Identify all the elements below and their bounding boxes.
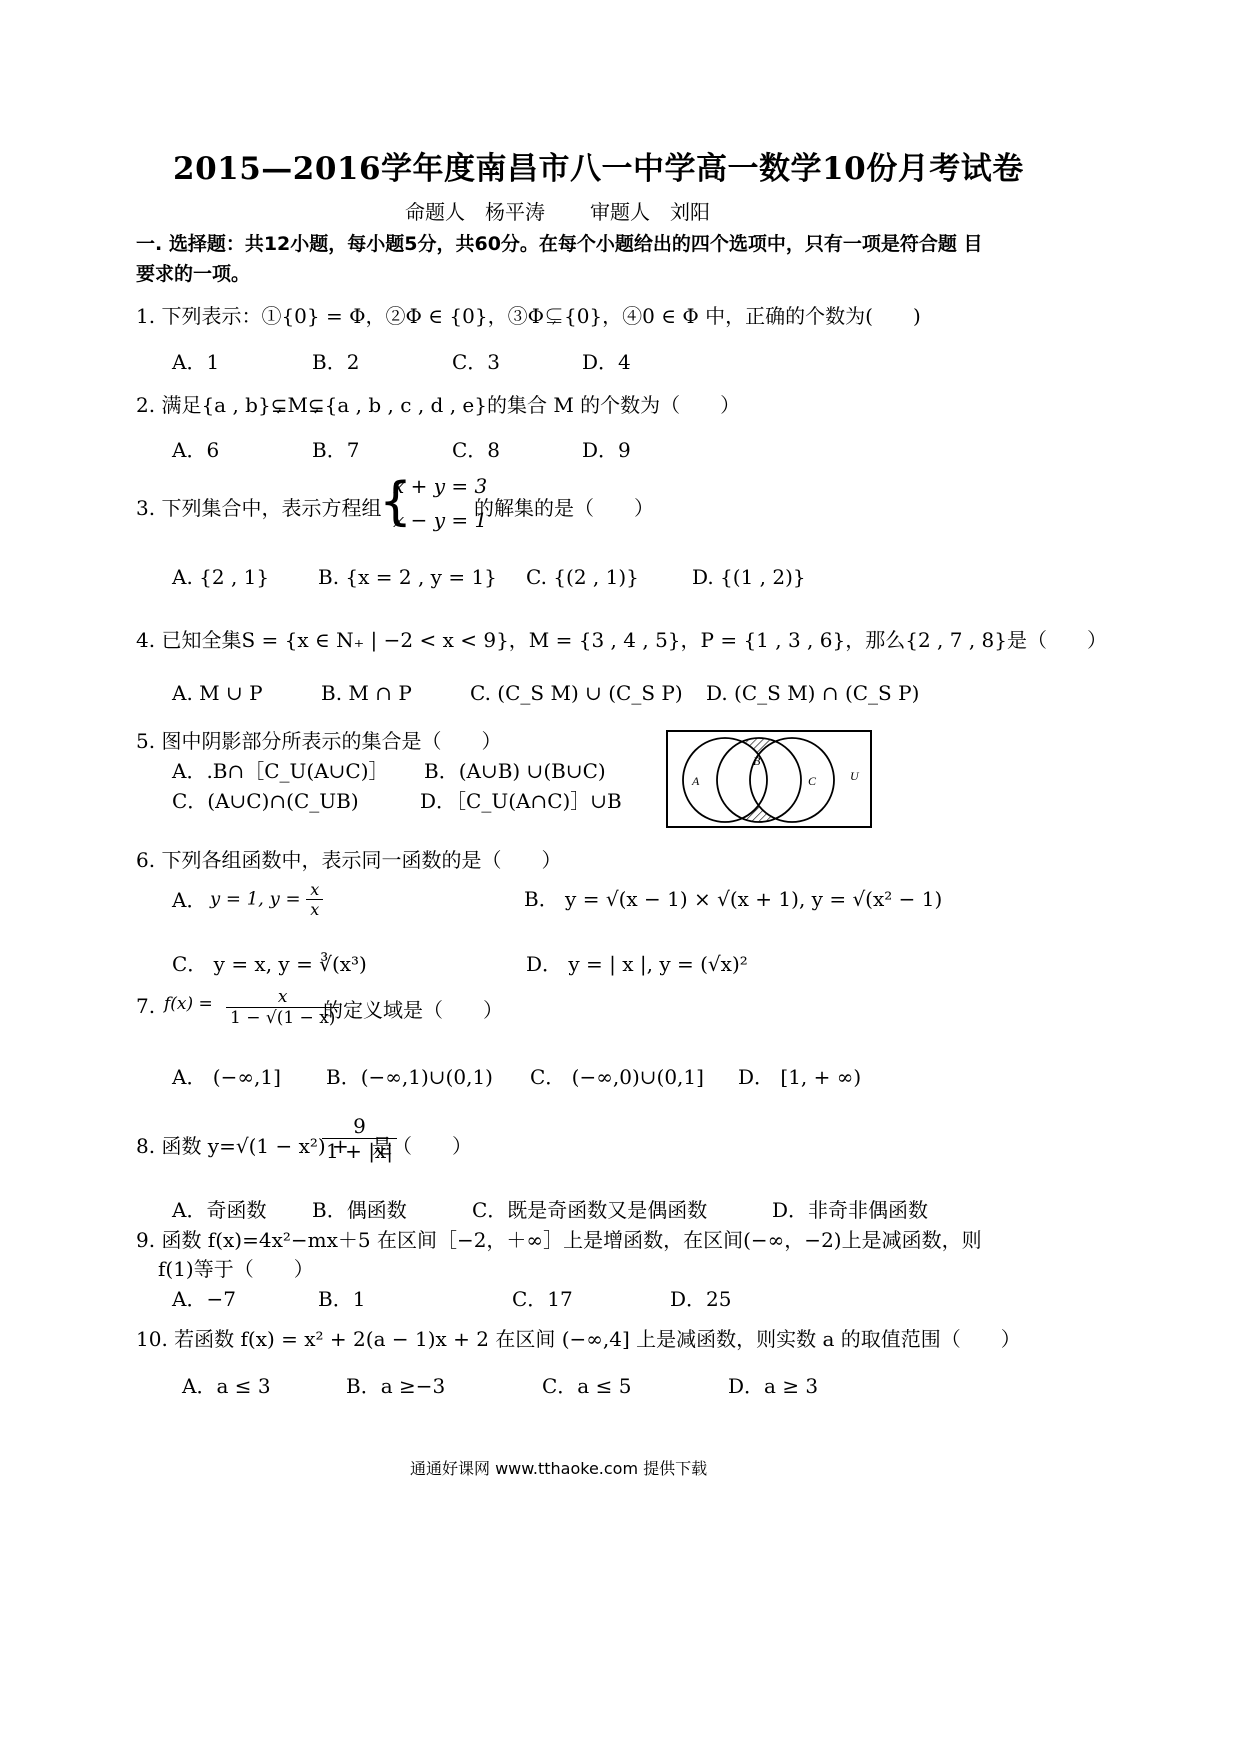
venn-label-b: B: [753, 754, 761, 768]
q2-option-c: C．8: [452, 438, 501, 462]
q8-frac-den: 1 + |x|: [326, 1139, 393, 1163]
section-header-line2: 要求的一项。: [136, 263, 251, 285]
question-4-stem: 4. 已知全集S = {x ∈ N₊ | −2 < x < 9}，M = {3 , 4 , 5}，P = {1 , 3 , 6}，那么{2 , 7 , 8}是（ ）: [136, 628, 1107, 652]
q3-option-b: B. {x = 2 , y = 1}: [318, 565, 497, 589]
q3-option-a: A. {2 , 1}: [172, 565, 270, 589]
q6-option-d: D． y = | x |, y = (√x)²: [526, 952, 748, 976]
q6-option-a-math: [210, 880, 323, 919]
q8-frac-num: 9: [322, 1114, 397, 1139]
q10-option-d: D．a ≥ 3: [728, 1374, 819, 1398]
q1-option-c: C．3: [452, 350, 501, 374]
page-title: 2015—2016学年度南昌市八一中学高一数学10份月考试卷: [173, 151, 1024, 187]
q3-equation-1: x + y = 3: [393, 474, 488, 498]
q6-option-a-den: x: [310, 900, 320, 919]
q4-option-a: A. M ∪ P: [172, 681, 263, 705]
q2-option-d: D．9: [582, 438, 631, 462]
q10-option-b: B．a ≥−3: [346, 1374, 446, 1398]
q6-option-c: C． y = x, y = ∛(x³): [172, 952, 367, 976]
q2-option-a: A．6: [172, 438, 220, 462]
q3-option-d: D. {(1 , 2)}: [692, 565, 806, 589]
q9-option-b: B．1: [318, 1287, 366, 1311]
question-7-stem-suffix: 的定义域是（ ）: [323, 998, 503, 1022]
q6-option-a-num: x: [306, 880, 323, 900]
q9-option-d: D．25: [670, 1287, 732, 1311]
q5-option-a: A．.B∩［C_U(A∪C)］: [172, 759, 389, 783]
question-9-stem-line1: 9. 函数 f(x)=4x²−mx＋5 在区间［−2，＋∞］上是增函数，在区间(−∞，−2)上是减函数，则: [136, 1228, 982, 1252]
q8-option-a: A．奇函数: [172, 1198, 267, 1222]
venn-diagram: [666, 730, 872, 828]
q9-option-c: C．17: [512, 1287, 573, 1311]
question-6-stem: 6. 下列各组函数中，表示同一函数的是（ ）: [136, 848, 562, 872]
q5-option-d: D．［C_U(A∩C)］∪B: [420, 789, 622, 813]
q2-option-b: B．7: [312, 438, 360, 462]
q10-option-a: A．a ≤ 3: [182, 1374, 271, 1398]
q7-function-label: f(x) =: [164, 994, 213, 1014]
venn-label-c: C: [808, 774, 817, 788]
proposer: 命题人 杨平涛: [405, 200, 545, 224]
question-9-stem-line2: f(1)等于（ ）: [158, 1257, 314, 1281]
venn-label-u: U: [850, 769, 859, 783]
q1-option-b: B．2: [312, 350, 360, 374]
question-10-stem: 10. 若函数 f(x) = x² + 2(a − 1)x + 2 在区间 (−∞,4] 上是减函数，则实数 a 的取值范围（ ）: [136, 1327, 1021, 1351]
venn-label-a: A: [692, 774, 700, 788]
question-8-stem-prefix: 8. 函数 y=√(1 − x²) +: [136, 1134, 349, 1158]
q8-option-d: D．非奇非偶函数: [772, 1198, 929, 1222]
q9-option-a: A．−7: [172, 1287, 236, 1311]
section-header-line1: 一. 选择题：共12小题，每小题5分，共60分。在每个小题给出的四个选项中，只有一项是符合题 目: [136, 233, 983, 255]
q7-frac-den: 1 − √(1 − x): [230, 1008, 336, 1028]
q7-option-c: C． (−∞,0)∪(0,1]: [530, 1065, 704, 1089]
q3-option-c: C. {(2 , 1)}: [526, 565, 639, 589]
q10-option-c: C．a ≤ 5: [542, 1374, 632, 1398]
q6-option-a-label: A．: [172, 888, 207, 912]
q8-option-c: C．既是奇函数又是偶函数: [472, 1198, 708, 1222]
footer-source: 通通好课网 www.tthaoke.com 提供下载: [410, 1459, 708, 1478]
question-2-stem: 2. 满足{a , b}⊊M⊊{a , b , c , d , e}的集合 M 的个数为（ ）: [136, 393, 741, 417]
q3-equation-2: x − y = 1: [393, 508, 488, 532]
q7-option-d: D． [1, + ∞): [738, 1065, 862, 1089]
q4-option-c: C. (C_S M) ∪ (C_S P): [470, 681, 683, 705]
question-7-number: 7.: [136, 994, 156, 1018]
question-8-stem-suffix: 是（ ）: [372, 1134, 472, 1158]
q7-option-a: A． (−∞,1]: [172, 1065, 281, 1089]
system-brace: {: [379, 472, 413, 532]
question-3-stem-prefix: 3. 下列集合中，表示方程组: [136, 496, 382, 520]
q4-option-d: D. (C_S M) ∩ (C_S P): [706, 681, 920, 705]
q6-option-a-math-pre: y = 1, y =: [210, 888, 307, 910]
reviewer: 审题人 刘阳: [590, 200, 710, 224]
q8-option-b: B．偶函数: [312, 1198, 407, 1222]
q5-option-c: C．(A∪C)∩(C_UB): [172, 789, 359, 813]
question-1-stem: 1. 下列表示：①{0} = Φ，②Φ ∈ {0}，③Φ⊊{0}，④0 ∈ Φ 中，正确的个数为( ): [136, 304, 921, 328]
question-3-stem-suffix: 的解集的是（ ）: [474, 496, 654, 520]
q4-option-b: B. M ∩ P: [321, 681, 412, 705]
q5-option-b: B．(A∪B) ∪(B∪C): [424, 759, 606, 783]
q6-option-b: B． y = √(x − 1) × √(x + 1), y = √(x² − 1): [524, 887, 943, 911]
question-5-stem: 5. 图中阴影部分所表示的集合是（ ）: [136, 729, 502, 753]
q1-option-d: D．4: [582, 350, 631, 374]
q7-option-b: B．(−∞,1)∪(0,1): [326, 1065, 493, 1089]
q1-option-a: A．1: [172, 350, 220, 374]
q7-frac-num: x: [226, 987, 339, 1008]
